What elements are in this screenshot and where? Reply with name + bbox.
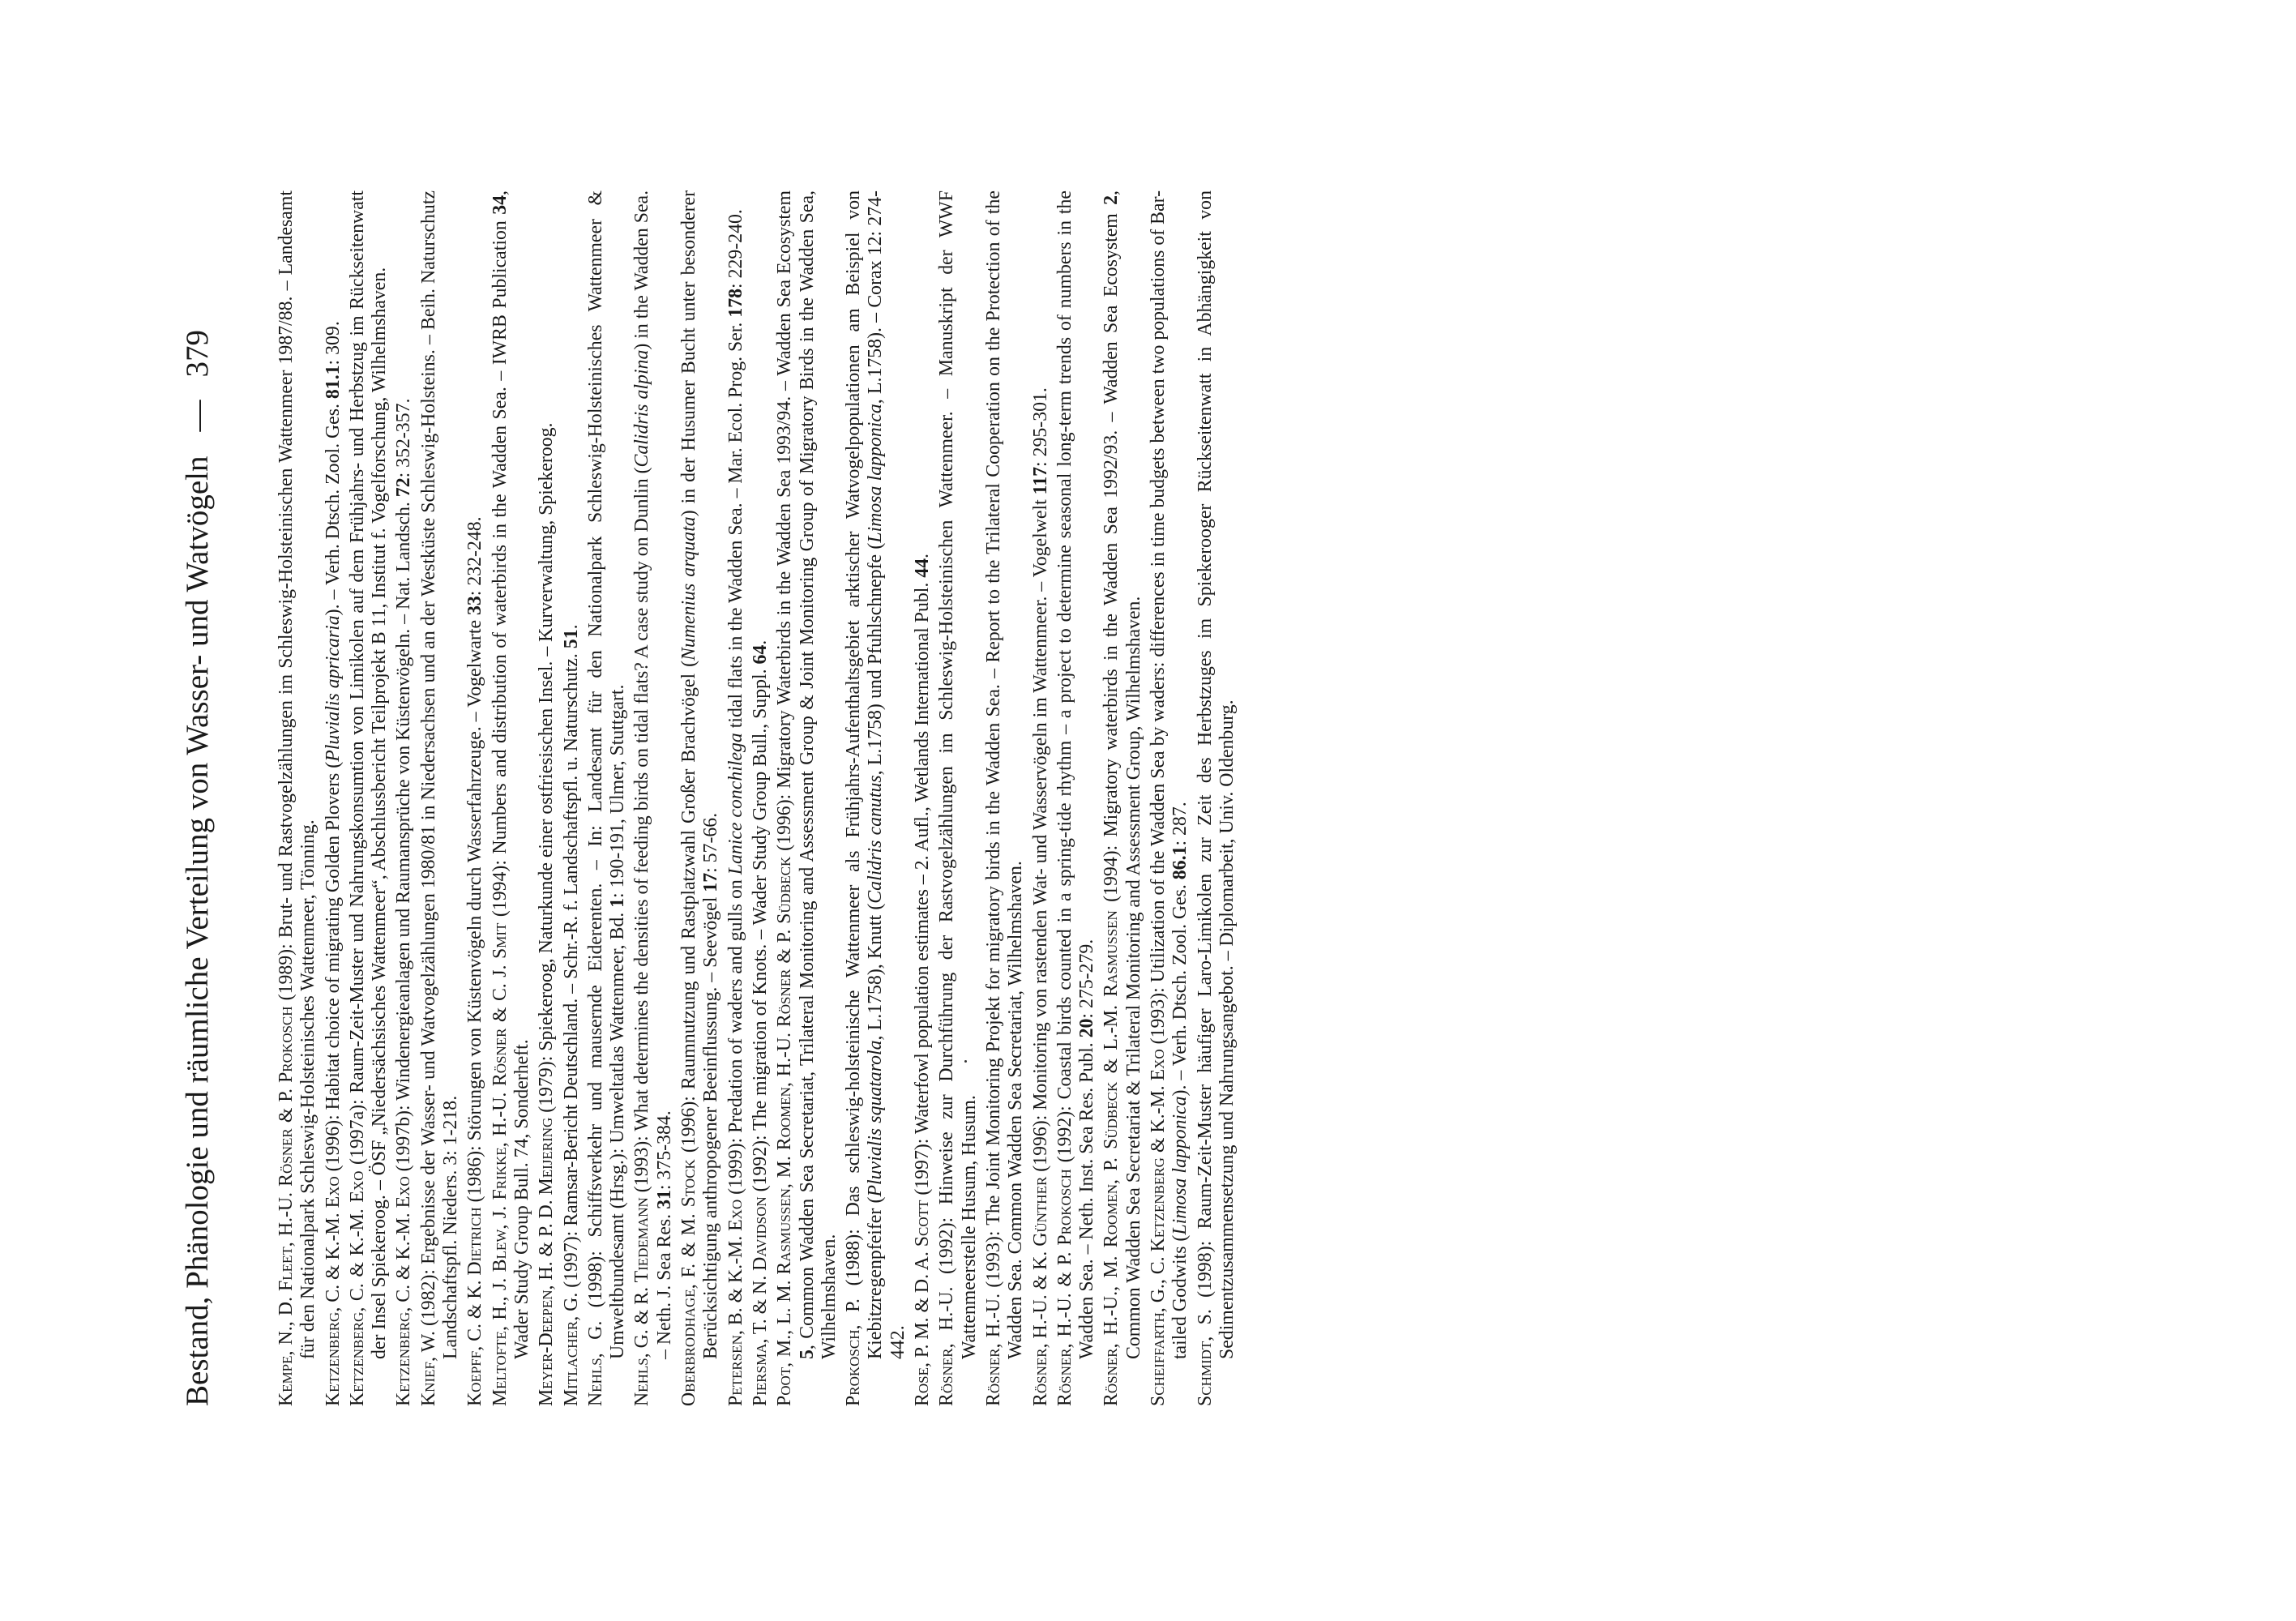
reference-text: : 309. <box>322 321 344 366</box>
reference-author-authors: Ketzenberg, C. & K.-M. Exo <box>322 1176 344 1406</box>
reference-bold: 72 <box>393 477 415 498</box>
reference-list <box>276 190 1241 1406</box>
reference-text: (1997a): Raum-Zeit-Muster und Nahrungskonsumtion von Limikolen auf dem Frühjahrs- und Herbstzug im Rückseitenwatt der Insel Spiekeroog. – ÖSF „Niedersächsisches Wattenmeer“, Abschlussbericht Teilprojekt B 11, Institut f. Vogelforschung, Wilhelmshaven. <box>346 190 391 1359</box>
reference-text: (1997b): Windenergieanlagen und Raumansprüche von Küstenvögeln. – Nat. Landsch. <box>393 497 415 1177</box>
reference-text: (1996): Habitat choice of migrating Golden Plovers ( <box>322 761 344 1177</box>
reference-bold: 64 <box>749 644 771 665</box>
reference-entry <box>631 190 676 1406</box>
reference-text: (1982): Ergebnisse der Wasser- und Watvogelzählungen 1980/81 in Niedersachsen und an der Westküste Schleswig-Holsteins. – Beih. Naturschutz Landschaftspfl. Nieders. 3: 1-218. <box>417 190 462 1359</box>
reference-entry <box>936 190 981 1406</box>
reference-author-authors: Mitlacher, G. <box>560 1292 582 1406</box>
reference-bold: 2 <box>1101 195 1122 205</box>
reference-entry <box>561 190 583 1406</box>
reference-author-authors: Schmidt, S. <box>1194 1309 1216 1406</box>
reference-text: , L.1758). – Corax 12: 274-442. <box>865 190 909 1359</box>
reference-entry <box>750 190 772 1406</box>
reference-text: (1996): Migratory Waterbirds in the Wadden Sea 1993/94. – Wadden Sea Ecosystem <box>774 190 796 857</box>
reference-author-authors: Rose, P. M. & D. A. Scott <box>912 1200 934 1406</box>
reference-bold: 44 <box>912 558 934 578</box>
reference-text: (1994): Migratory waterbirds in the Wadden Sea 1992/93. – Wadden Sea Ecosystem <box>1101 204 1122 911</box>
reference-entry <box>418 190 463 1406</box>
reference-entry <box>393 190 415 1406</box>
reference-entry <box>774 190 840 1406</box>
reference-text: (1992): Hinweise zur Durchführung der Rastvogelzählungen im Schleswig-Holsteinischen Wattenmeer. – Manuskript der WWF Wattenmeerstelle Husum, Husum. <box>936 190 980 1359</box>
reference-bold: 34 <box>489 195 511 215</box>
reference-text: (1992): Coastal birds counted in a spring-tide rhythm – a project to determine seasonal long-term trends of numbers in the Wadden Sea. – Neth. Inst. Sea Res. Publ. <box>1054 190 1098 1359</box>
reference-text: : 375-384. <box>653 1110 675 1191</box>
reference-text: . <box>560 624 582 630</box>
reference-entry <box>464 190 486 1406</box>
reference-bold: 86.1 <box>1169 845 1191 880</box>
reference-bold: 31 <box>653 1190 675 1209</box>
reference-author-authors: Prokosch, P. <box>843 1298 865 1406</box>
reference-bold: 178 <box>725 288 746 318</box>
reference-text: . <box>749 639 771 645</box>
reference-italic: Limosa lapponica <box>1169 1096 1191 1235</box>
reference-author-authors: Nehls, G. & R. Tiedemann <box>631 1197 653 1406</box>
reference-bold: 81.1 <box>322 365 344 400</box>
reference-entry <box>983 190 1028 1406</box>
header-dash: — <box>179 400 215 432</box>
reference-bold: 17 <box>700 872 722 892</box>
reference-text: . <box>912 553 934 558</box>
reference-italic: Pluvialis apricaria <box>322 615 344 762</box>
reference-text: (1988): Das schleswig-holsteinische Wattenmeer als Frühjahrs-Aufenthaltsgebiet arktischer Watvogelpopulationen am Beispiel von Kiebitzregenpfeifer ( <box>843 190 887 1359</box>
reference-text: (1993): What determines the densities of feeding birds on tidal flats? A case study on Dunlin ( <box>631 467 653 1198</box>
running-header <box>169 195 225 1406</box>
reference-author-authors: Ketzenberg, C. & K.-M. Exo <box>346 1170 368 1406</box>
reference-text: (1993): The Joint Monitoring Projekt for migratory birds in the Wadden Sea. – Report to the Trilateral Cooperation on the Protection of the Wadden Sea. Common Wadden Sea Secretariat, Wilhelmshaven. <box>982 190 1027 1359</box>
reference-entry <box>1030 190 1052 1406</box>
reference-text: (1992): The migration of Knots. – Wader Study Group Bull., Suppl. <box>749 664 771 1197</box>
reference-bold: 51 <box>560 629 582 649</box>
reference-italic: Pluvialis squatarola <box>865 1040 887 1197</box>
reference-author-authors: Rösner, H.-U. & K. Günther <box>1029 1176 1051 1406</box>
reference-bold: 33 <box>464 596 486 616</box>
reference-entry <box>536 190 558 1406</box>
reference-entry <box>912 190 934 1406</box>
reference-text: : 275-279. <box>1076 939 1098 1019</box>
reference-author-authors: Meyer-Deepen, H. & P. D. Meijering <box>536 1117 558 1406</box>
reference-text: (1989): Brut- und Rastvogelzählungen im Schleswig-Holsteinischen Wattenmeer 1987/88. – Landesamt für den Nationalpark Schleswig-Holsteinisches Wattenmeer, Tönning. <box>276 190 319 1359</box>
reference-author-authors: Scheiffarth, G., C. Ketzenberg & K.-M. Exo <box>1147 1049 1169 1406</box>
reference-text: , Common Wadden Sea Secretariat, Trilateral Monitoring and Assessment Group & Joint Monitoring Group of Migratory Birds in the Wadden Sea, Wilhelmshaven. <box>796 190 840 1359</box>
reference-text: (1996): Monitoring von rastenden Wat- und Wasservögeln im Wattenmeer. – Vogelwelt <box>1029 494 1051 1177</box>
reference-italic: Calidris canutus <box>865 775 887 904</box>
reference-entry <box>1101 190 1145 1406</box>
reference-text: (1994): Numbers and distribution of waterbirds in the Wadden Sea. – IWRB Publication <box>489 214 511 923</box>
reference-bold: 1 <box>607 897 629 908</box>
reference-text: (1998): Schiffsverkehr und mausernde Eiderenten. – In: Landesamt für den Nationalpark Schleswig-Holsteinisches Wattenmeer & Umweltbundesamt (Hrsg.): Umweltatlas Wattenmeer, Bd. <box>584 190 629 1359</box>
reference-entry <box>1148 190 1192 1406</box>
reference-text: : 232-248. <box>464 516 486 597</box>
reference-entry <box>490 190 534 1406</box>
reference-italic: Limosa lapponica <box>865 404 887 543</box>
reference-entry <box>1054 190 1099 1406</box>
reference-bold: 117 <box>1029 466 1051 495</box>
reference-text: ) in der Husumer Bucht unter besonderer Berücksichtigung anthropogener Beeinflussung. – Seevögel <box>678 190 722 1359</box>
reference-text: : 295-301. <box>1029 387 1051 467</box>
reference-text: (1979): Spiekeroog, Naturkunde einer ostfriesischen Insel. – Kurverwaltung, Spiekeroog. <box>536 422 558 1118</box>
reference-text: (1997): Waterfowl population estimates – 2. Aufl., Wetlands International Publ. <box>912 577 934 1200</box>
reference-author-authors: Ketzenberg, C. & K.-M. Exo <box>393 1176 415 1406</box>
running-title: Bestand, Phänologie und räumliche Verteilung von Wasser- und Watvögeln <box>179 456 215 1406</box>
reference-text: ). – Verh. Dtsch. Zool. Ges. <box>322 399 344 616</box>
reference-author-authors: Kempe, N., D. Fleet, H.-U. Rösner & P. Prokosch <box>276 1006 297 1406</box>
reference-entry <box>678 190 723 1406</box>
page-number: 379 <box>179 330 215 378</box>
reference-text: tidal flats in the Wadden Sea. – Mar. Ecol. Prog. Ser. <box>725 317 746 734</box>
reference-text: (1997): Ramsar-Bericht Deutschland. – Schr.-R. f. Landschaftspfl. u. Naturschutz. <box>560 648 582 1293</box>
reference-text: (1998): Raum-Zeit-Muster häufiger Laro-Limikolen zur Zeit des Herbstzuges im Spiekerooger Rückseitenwatt in Abhängigkeit von Sedimentzusammensetzung und Nahrungsangebot. – Diplomarbeit, Univ. Oldenburg. <box>1194 190 1238 1359</box>
reference-text: , Wader Study Group Bull. 74, Sonderheft. <box>489 190 532 1359</box>
reference-entry <box>276 190 320 1406</box>
reference-text: (1999): Predation of waders and gulls on <box>725 875 746 1200</box>
reference-author-authors: Rösner, H.-U. & P. Prokosch <box>1054 1169 1075 1406</box>
reference-text: : 229-240. <box>725 209 746 289</box>
reference-entry <box>347 190 391 1406</box>
reference-author-authors: Poot, M., L. M. Rasmussen, M. Roomen, H.-U. Rösner & P. Südbeck <box>774 856 796 1406</box>
reference-text: : 190-191, Ulmer, Stuttgart. <box>607 684 629 898</box>
reference-author-authors: Knief, W. <box>417 1331 439 1406</box>
reference-entry <box>725 190 747 1406</box>
reference-bold: 20 <box>1076 1018 1098 1038</box>
reference-author-authors: Koepff, C. & K. Dietrich <box>464 1207 486 1406</box>
reference-bold: 5 <box>796 1349 818 1359</box>
reference-text: : 57-66. <box>700 812 722 873</box>
reference-author-authors: Piersma, T. & N. Davidson <box>749 1196 771 1406</box>
reference-text: , L.1758) und Pfuhlschnepfe ( <box>865 542 887 776</box>
reference-author-authors: Meltofte, H., J. Blew, J. Frikke, H.-U. Rösner & C. J. Smit <box>489 922 511 1406</box>
reference-entry <box>585 190 630 1406</box>
reference-italic: Calidris alpina <box>631 349 653 468</box>
reference-author-authors: Petersen, B. & K.-M. Exo <box>725 1199 746 1406</box>
reference-entry <box>323 190 344 1406</box>
reference-text: ). – Verh. Dtsch. Zool. Ges. <box>1169 879 1191 1097</box>
reference-author-authors: Oberbrodhage, F. & M. Stock <box>678 1159 700 1406</box>
reference-text: : 287. <box>1169 802 1191 846</box>
reference-author-authors: Rösner, H.-U., M. Roomen, P. Südbeck & L.-M. Rasmussen <box>1101 910 1122 1406</box>
reference-text: ) in the Wadden Sea. – Neth. J. Sea Res. <box>631 190 675 1359</box>
reference-text: (1996): Raumnutzung und Rastplatzwahl Großer Brachvögel ( <box>678 660 700 1160</box>
reference-text: , L.1758), Knutt ( <box>865 903 887 1041</box>
reference-italic: Lanice conchilega <box>725 733 746 875</box>
stray-dot <box>964 1060 967 1063</box>
reference-text: : 352-357. <box>393 398 415 478</box>
reference-text: (1993): Utilization of the Wadden Sea by waders: differences in time budgets between two populations of Bar-tailed Godwits ( <box>1147 190 1191 1359</box>
reference-text: , Common Wadden Sea Secretariat & Trilateral Monitoring and Assessment Group, Wilhelmshaven. <box>1101 190 1144 1359</box>
reference-author-authors: Rösner, H.-U. <box>936 1286 958 1406</box>
reference-text: (1986): Störungen von Küstenvögeln durch Wasserfahrzeuge. – Vogelwarte <box>464 615 486 1208</box>
reference-author-authors: Rösner, H.-U. <box>982 1293 1004 1406</box>
reference-entry <box>1195 190 1239 1406</box>
reference-entry <box>843 190 909 1406</box>
reference-author-authors: Nehls, G. <box>584 1320 606 1406</box>
reference-italic: Numenius arquata <box>678 516 700 661</box>
